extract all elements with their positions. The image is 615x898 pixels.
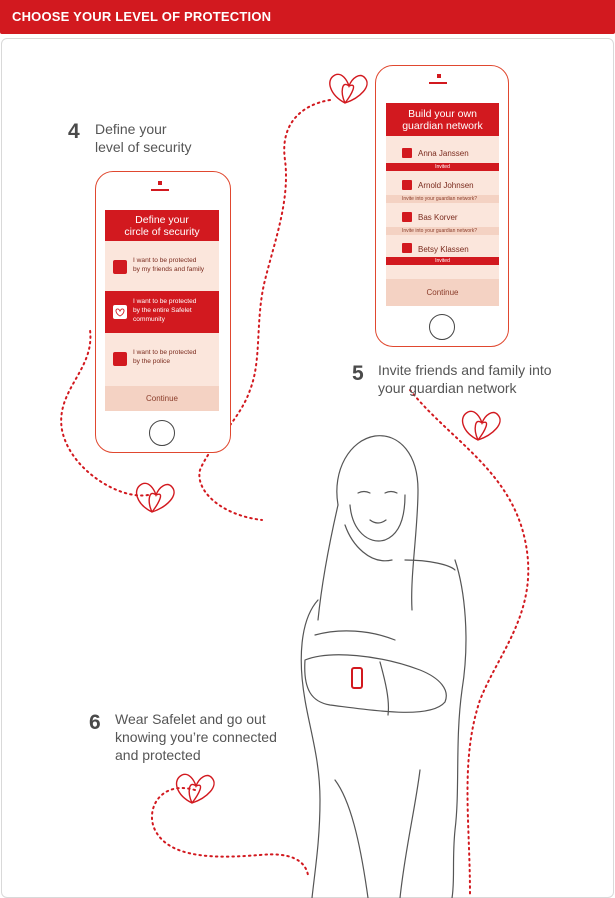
- checkbox-icon: [402, 180, 412, 190]
- guardian-name: Arnold Johnsen: [418, 181, 474, 190]
- step-text: Wear Safelet and go out knowing you’re connected and protected: [115, 711, 277, 763]
- guardian-row[interactable]: [386, 207, 499, 237]
- guardian-status: Invited: [386, 257, 499, 265]
- phone-screen: [386, 103, 499, 306]
- guardian-name: Bas Korver: [418, 213, 458, 222]
- guardian-status: Invite into your guardian network?: [386, 227, 499, 235]
- phone-security: [95, 171, 231, 453]
- checkbox-icon: [402, 212, 412, 222]
- heart-icon: [463, 411, 501, 440]
- option-label: I want to be protected by my friends and family: [133, 257, 205, 273]
- option-label: I want to be protected by the entire Safelet community: [133, 298, 197, 323]
- speaker-icon: [151, 189, 169, 191]
- security-option[interactable]: [105, 340, 219, 380]
- safelet-logo-icon: [402, 243, 412, 253]
- continue-button[interactable]: Continue: [386, 279, 499, 306]
- step-text: Define your level of security: [95, 121, 192, 155]
- guardian-row[interactable]: [386, 143, 499, 173]
- page-title: CHOOSE YOUR LEVEL OF PROTECTION: [12, 9, 272, 24]
- screen-title: Define your circle of security: [105, 210, 219, 241]
- option-label: I want to be protected by the police: [133, 349, 197, 365]
- guardian-row[interactable]: [386, 239, 499, 269]
- heart-icon: [137, 483, 175, 512]
- guardian-status: Invited: [386, 163, 499, 171]
- heart-icon: [330, 74, 367, 103]
- step-number: 6: [89, 711, 101, 734]
- guardian-row[interactable]: [386, 175, 499, 205]
- screen-title: Build your own guardian network: [386, 103, 499, 136]
- continue-button[interactable]: Continue: [105, 386, 219, 411]
- safelet-bracelet-icon: [352, 668, 362, 688]
- safelet-logo-icon: [113, 305, 127, 319]
- woman-illustration: [301, 436, 466, 898]
- phone-network: [375, 65, 509, 347]
- security-option[interactable]: [105, 250, 219, 285]
- guardian-name: Betsy Klassen: [418, 245, 469, 254]
- phone-screen: [105, 210, 219, 411]
- speaker-icon: [429, 82, 447, 84]
- step-number: 5: [352, 362, 364, 385]
- speaker-icon: [437, 74, 441, 78]
- guardian-name: Anna Janssen: [418, 149, 469, 158]
- home-button[interactable]: [149, 420, 175, 446]
- speaker-icon: [158, 181, 162, 185]
- safelet-logo-icon: [402, 148, 412, 158]
- guardian-status: Invite into your guardian network?: [386, 195, 499, 203]
- checkbox-icon: [113, 260, 127, 274]
- checkbox-icon: [113, 352, 127, 366]
- home-button[interactable]: [429, 314, 455, 340]
- step-number: 4: [68, 120, 80, 143]
- step-text: Invite friends and family into your guardian network: [378, 362, 552, 396]
- security-option[interactable]: [105, 291, 219, 333]
